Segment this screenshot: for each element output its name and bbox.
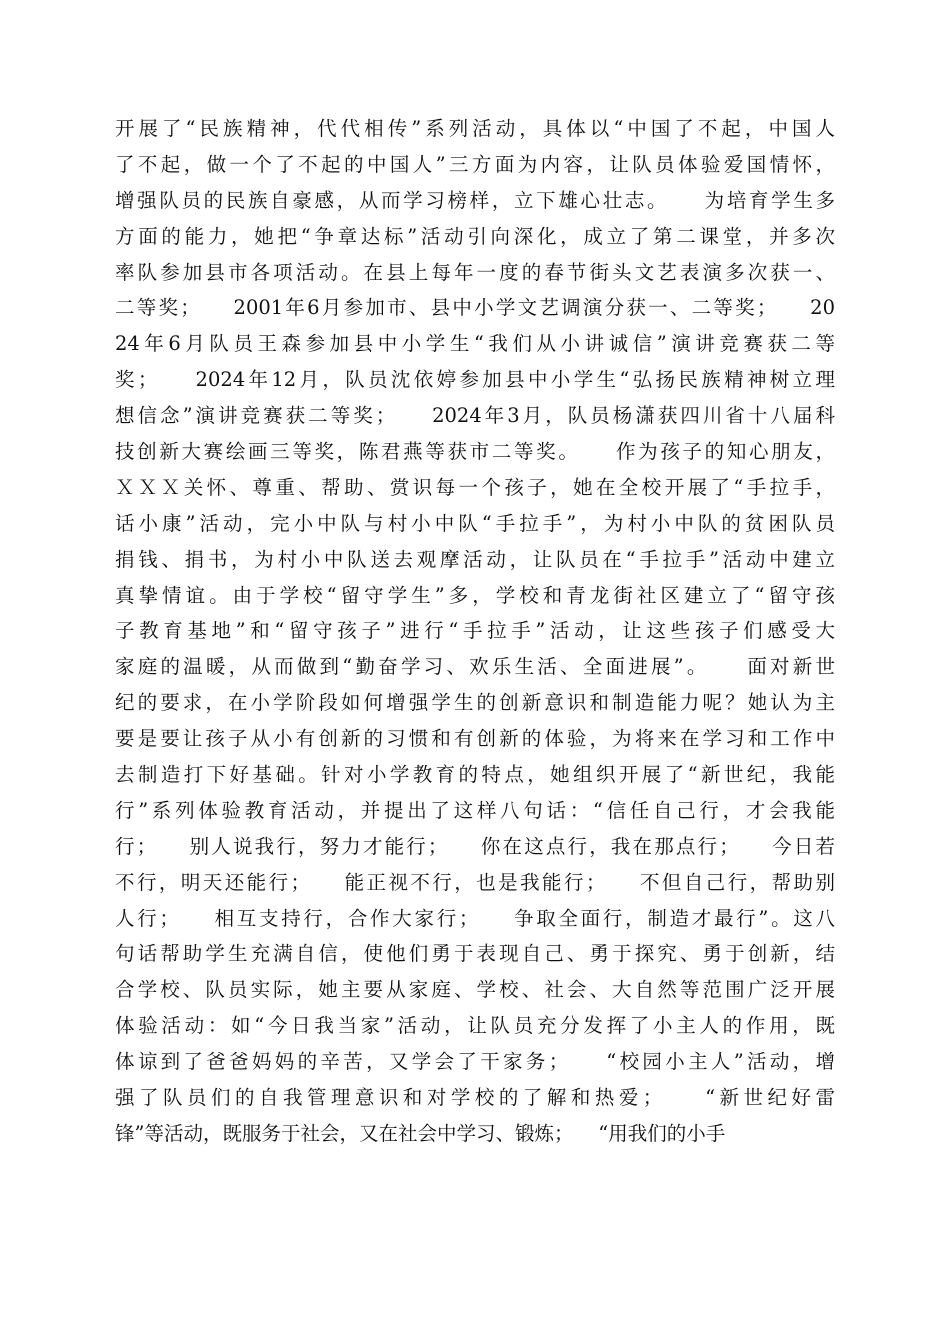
text-line: 技创新大赛绘画三等奖，陈君燕等获市二等奖。 作为孩子的知心朋友， <box>115 440 835 464</box>
text-line: 率队参加县市各项活动。在县上每年一度的春节街头文艺表演多次获一、 <box>115 260 835 284</box>
text-line: 锋”等活动，既服务于社会，又在社会中学习、锻炼； “用我们的小手 <box>115 1121 726 1145</box>
text-line: 二等奖； 2001年6月参加市、县中小学文艺调演分获一、二等奖； 20 <box>115 296 835 320</box>
text-line: 体验活动：如“今日我当家”活动，让队员充分发挥了小主人的作用，既 <box>115 1014 835 1038</box>
text-line: 方面的能力，她把“争章达标”活动引向深化，成立了第二课堂，并多次 <box>115 224 835 248</box>
text-line: 体谅到了爸爸妈妈的辛苦，又学会了干家务； “校园小主人”活动，增 <box>115 1050 835 1074</box>
text-line: 子教育基地”和“留守孩子”进行“手拉手”活动，让这些孩子们感受大 <box>115 619 835 643</box>
text-line: ＸＸＸ关怀、尊重、帮助、赏识每一个孩子，她在全校开展了“手拉手， <box>115 475 835 499</box>
text-line: 捐钱、捐书，为村小中队送去观摩活动，让队员在“手拉手”活动中建立 <box>115 547 835 571</box>
text-line: 了不起，做一个了不起的中国人”三方面为内容，让队员体验爱国情怀， <box>115 152 835 176</box>
body-text <box>115 111 835 1152</box>
text-line: 家庭的温暖，从而做到“勤奋学习、欢乐生活、全面进展”。 面对新世 <box>115 655 835 679</box>
text-line: 合学校、队员实际，她主要从家庭、学校、社会、大自然等范围广泛开展 <box>115 978 835 1002</box>
text-line: 人行； 相互支持行，合作大家行； 争取全面行，制造才最行”。这八 <box>115 906 835 930</box>
text-line: 话小康”活动，完小中队与村小中队“手拉手”，为村小中队的贫困队员 <box>115 511 835 535</box>
text-line: 强了队员们的自我管理意识和对学校的了解和热爱； “新世纪好雷 <box>115 1086 835 1110</box>
text-line: 要是要让孩子从小有创新的习惯和有创新的体验，为将来在学习和工作中 <box>115 727 835 751</box>
text-line: 行； 别人说我行，努力才能行； 你在这点行，我在那点行； 今日若 <box>115 834 835 858</box>
text-line: 24年6月队员王森参加县中小学生“我们从小讲诚信”演讲竞赛获二等 <box>115 332 835 356</box>
text-line: 奖； 2024年12月，队员沈依婷参加县中小学生“弘扬民族精神树立理 <box>115 368 835 392</box>
text-line: 开展了“民族精神，代代相传”系列活动，具体以“中国了不起，中国人 <box>115 117 835 140</box>
text-line: 想信念”演讲竞赛获二等奖； 2024年3月，队员杨潇获四川省十八届科 <box>115 404 835 428</box>
text-line: 句话帮助学生充满自信，使他们勇于表现自己、勇于探究、勇于创新，结 <box>115 942 835 966</box>
text-line: 去制造打下好基础。针对小学教育的特点，她组织开展了“新世纪，我能 <box>115 763 835 787</box>
text-line: 真挚情谊。由于学校“留守学生”多，学校和青龙街社区建立了“留守孩 <box>115 583 835 607</box>
text-line: 增强队员的民族自豪感，从而学习榜样，立下雄心壮志。 为培育学生多 <box>115 188 835 212</box>
text-line: 不行，明天还能行； 能正视不行，也是我能行； 不但自己行，帮助别 <box>115 870 835 894</box>
text-line: 纪的要求，在小学阶段如何增强学生的创新意识和制造能力呢？她认为主 <box>115 691 835 715</box>
text-line: 行”系列体验教育活动，并提出了这样八句话：“信任自己行，才会我能 <box>115 798 835 822</box>
